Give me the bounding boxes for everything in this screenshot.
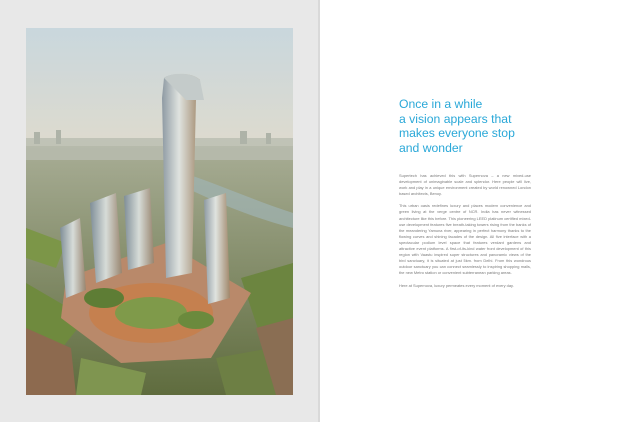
- headline-line-3: makes everyone stop: [399, 126, 515, 141]
- left-page: [0, 0, 318, 422]
- headline: [399, 97, 579, 155]
- headline-line-1: Once in a while: [399, 97, 483, 111]
- headline-line-4: and wonder: [399, 140, 463, 155]
- body-copy: [399, 173, 531, 295]
- body-paragraph-closing: Here at Supernova, luxury permeates every moment of every day.: [399, 282, 514, 288]
- architectural-render-image: [26, 28, 293, 395]
- headline-line-2: a vision appears that: [399, 111, 512, 126]
- body-paragraph-description: This urban oasis redefines luxury and places modern convenience and green living at the verge centre of NCR. India has never witnessed architecture like this before. This pioneering LEED platinum certified mixed-use development features five breath-taking towers rising from the banks of the meandering Yamuna river, appearing in perfect harmony thanks to the flowing curves and shining facades of the design. All five interface with a spectacular podium level space that features verdant gardens and attractive event platforms. A first-of-its-kind water front development of this region with Vaastu inspired super structures and panoramic views of the bird sanctuary, it is situated at just 5km. from Delhi. From this wondrous outdoor sanctuary you can connect seamlessly to inspiring shopping malls, the new Metro station or convenient subterranean parking areas.: [399, 203, 531, 276]
- body-paragraph-intro: Supertech has achieved this with Supernova – a new mixed-use development of unimaginable scale and splendor. Here people will live, work and play in a unique environment created by world renowned London based architects, Benoy.: [399, 173, 531, 197]
